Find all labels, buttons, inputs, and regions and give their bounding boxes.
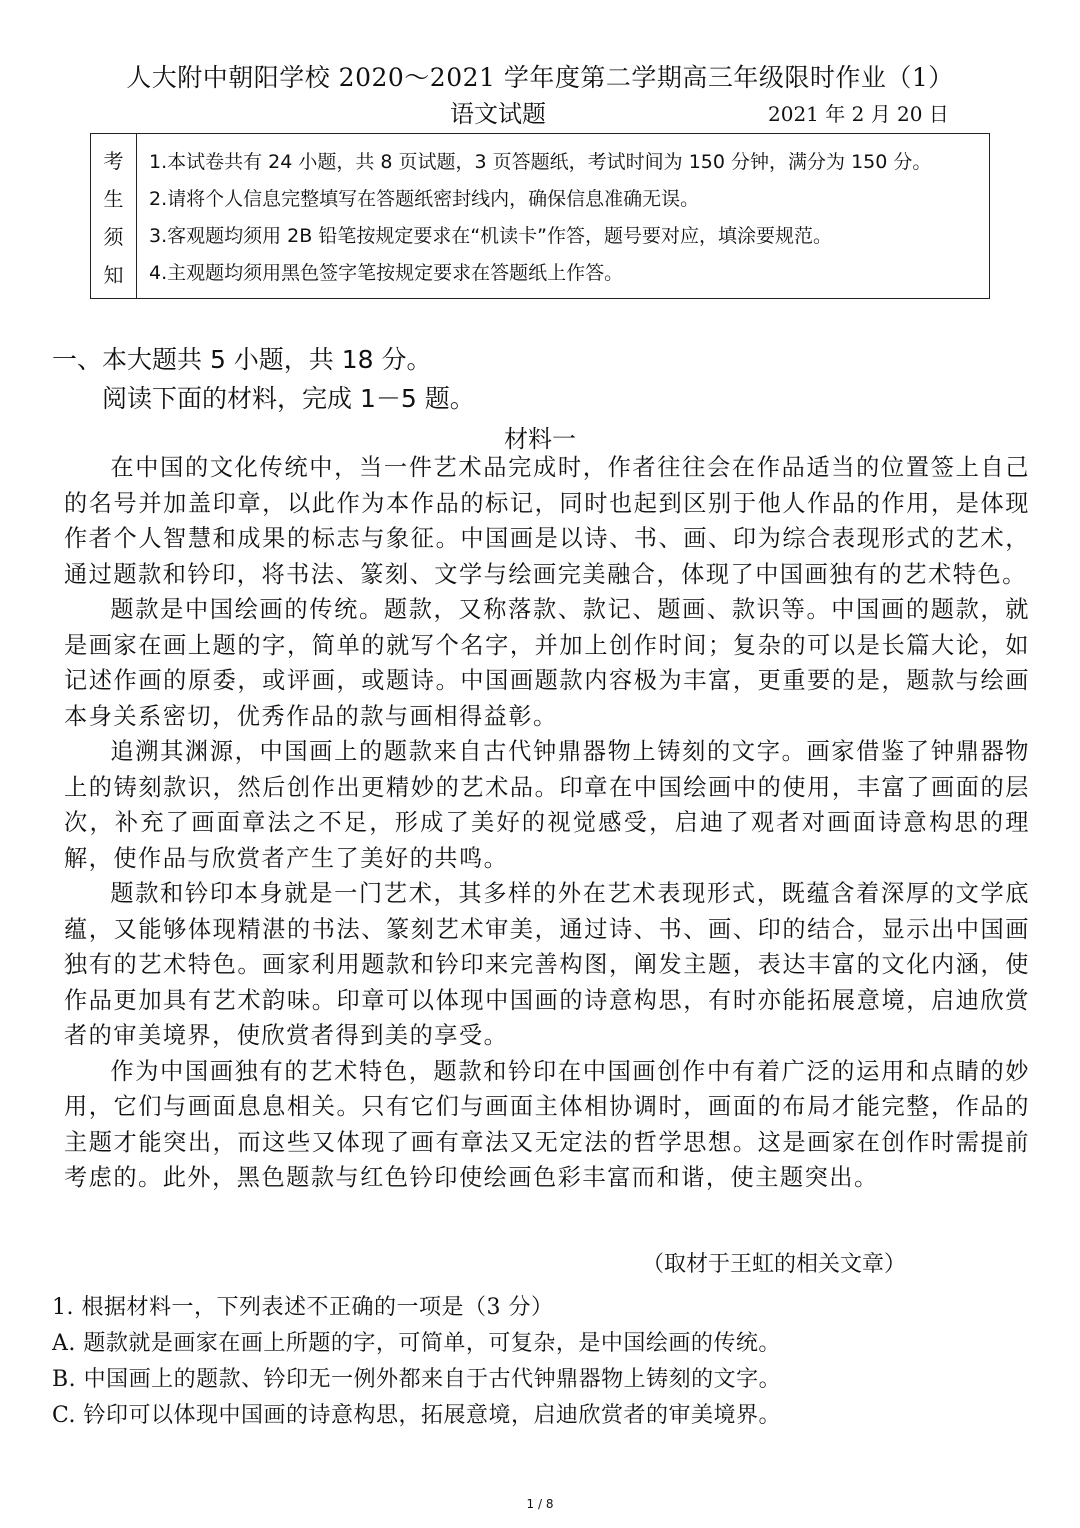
material-title: 材料一 [504, 425, 576, 453]
candidate-notice-box [90, 133, 990, 299]
exam-title: 人大附中朝阳学校 2020～2021 学年度第二学期高三年级限时作业（1） [126, 63, 954, 92]
notice-label-char: 知 [103, 262, 124, 287]
question-1 [52, 1290, 781, 1434]
section-heading: 一、本大题共 5 小题，共 18 分。 [52, 345, 432, 374]
section-instruction: 阅读下面的材料，完成 1－5 题。 [102, 384, 475, 413]
notice-label-char: 生 [103, 186, 124, 211]
question-option: C. 钤印可以体现中国画的诗意构思，拓展意境，启迪欣赏者的审美境界。 [52, 1403, 782, 1428]
material-paragraph: 在中国的文化传统中，当一件艺术品完成时，作者往往会在作品适当的位置签上自己的名号并加盖印章，以此作为本作品的标记，同时也起到区别于他人作品的作用，是体现作者个人智慧和成果的标志与象征。中国画是以诗、书、画、印为综合表现形式的艺术，通过题款和钤印，将书法、篆刻、文学与绘画完美融合，体现了中国画独有的艺术特色。 [64, 454, 1030, 588]
page-number: 1 / 8 [526, 1497, 554, 1511]
notice-label-char: 考 [103, 148, 124, 173]
question-stem: 1. 根据材料一，下列表述不正确的一项是（3 分） [52, 1295, 554, 1320]
notice-item: 4.主观题均须用黑色签字笔按规定要求在答题纸上作答。 [149, 262, 624, 284]
material-paragraph: 追溯其渊源，中国画上的题款来自古代钟鼎器物上铸刻的文字。画家借鉴了钟鼎器物上的铸刻款识，然后创作出更精妙的艺术品。印章在中国绘画中的使用，丰富了画面的层次，补充了画面章法之不足，形成了美好的视觉感受，启迪了观者对画面诗意构思的理解，使作品与欣赏者产生了美好的共鸣。 [64, 738, 1030, 872]
notice-item: 3.客观题均须用 2B 铅笔按规定要求在“机读卡”作答，题号要对应，填涂要规范。 [149, 225, 833, 247]
question-option: B. 中国画上的题款、钤印无一例外都来自于古代钟鼎器物上铸刻的文字。 [52, 1367, 782, 1392]
material-source: （取材于王虹的相关文章） [642, 1252, 907, 1277]
question-option: A. 题款就是画家在画上所题的字，可简单，可复杂，是中国绘画的传统。 [52, 1331, 781, 1356]
notice-items [137, 134, 989, 298]
notice-item: 2.请将个人信息完整填写在答题纸密封线内，确保信息准确无误。 [149, 188, 700, 210]
notice-item: 1.本试卷共有 24 小题，共 8 页试题，3 页答题纸，考试时间为 150 分钟，满分为 150 分。 [149, 151, 932, 173]
material-paragraph: 题款和钤印本身就是一门艺术，其多样的外在艺术表现形式，既蕴含着深厚的文学底蕴，又能够体现精湛的书法、篆刻艺术审美，通过诗、书、画、印的结合，显示出中国画独有的艺术特色。画家利用题款和钤印来完善构图，阐发主题，表达丰富的文化内涵，使作品更加具有艺术韵味。印章可以体现中国画的诗意构思，有时亦能拓展意境，启迪欣赏者的审美境界，使欣赏者得到美的享受。 [64, 880, 1030, 1049]
material-paragraph: 作为中国画独有的艺术特色，题款和钤印在中国画创作中有着广泛的运用和点睛的妙用，它们与画面息息相关。只有它们与画面主体相协调时，画面的布局才能完整，作品的主题才能突出，而这些又体现了画有章法又无定法的哲学思想。这是画家在创作时需提前考虑的。此外，黑色题款与红色钤印使绘画色彩丰富而和谐，使主题突出。 [64, 1057, 1030, 1191]
notice-label [91, 134, 137, 298]
notice-label-char: 须 [103, 224, 124, 249]
exam-date: 2021 年 2 月 20 日 [768, 102, 949, 126]
exam-subject: 语文试题 [450, 100, 546, 128]
material-body [64, 450, 1030, 1196]
material-paragraph: 题款是中国绘画的传统。题款，又称落款、款记、题画、款识等。中国画的题款，就是画家在画上题的字，简单的就写个名字，并加上创作时间；复杂的可以是长篇大论，如记述作画的原委，或评画，或题诗。中国画题款内容极为丰富，更重要的是，题款与绘画本身关系密切，优秀作品的款与画相得益彰。 [64, 596, 1030, 730]
